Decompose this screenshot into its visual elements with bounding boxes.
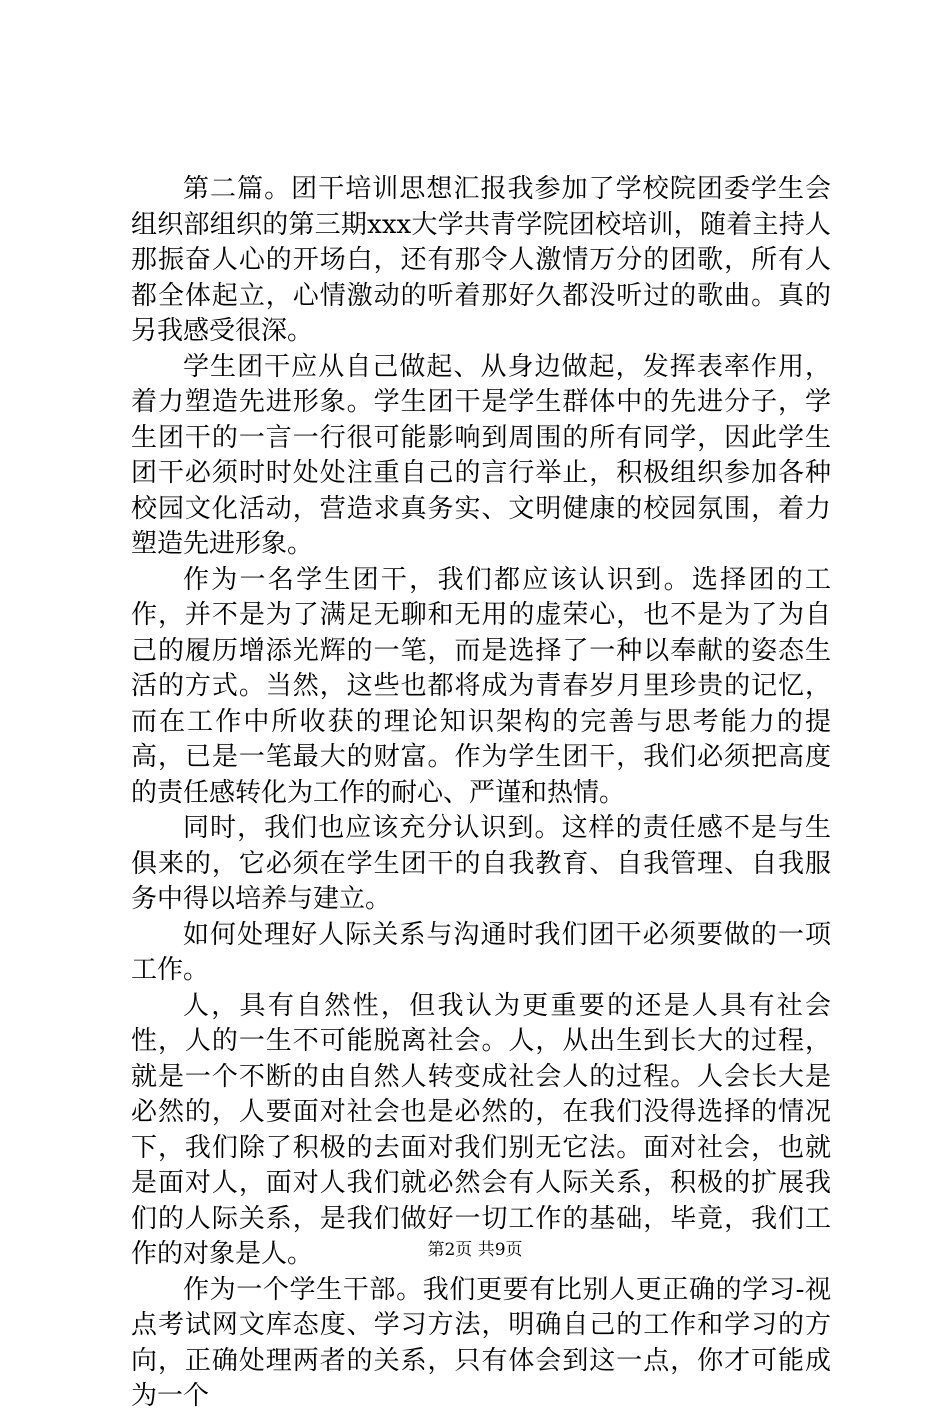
paragraph: 人，具有自然性，但我认为更重要的还是人具有社会性，人的一生不可能脱离社会。人，从出生到长大的过程，就是一个不断的由自然人转变成社会人的过程。人会长大是必然的，人要面对社会也是必然的，在我们没得选择的情况下，我们除了积极的去面对我们别无它法。面对社会，也就是面对人，面对人我们就必然会有人际关系，积极的扩展我们的人际关系，是我们做好一切工作的基础，毕竟，我们工作的对象是人。 (131, 990, 831, 1269)
page-number-footer: 第2页 共9页 (427, 1240, 523, 1260)
paragraph: 学生团干应从自己做起、从身边做起，发挥表率作用，着力塑造先进形象。学生团干是学生群体中的先进分子，学生团干的一言一行很可能影响到周围的所有同学，因此学生团干必须时时处处注重自己的言行举止，积极组织参加各种校园文化活动，营造求真务实、文明健康的校园氛围，着力塑造先进形象。 (131, 351, 831, 559)
paragraph: 如何处理好人际关系与沟通时我们团干必须要做的一项工作。 (131, 919, 831, 985)
paragraph: 作为一名学生团干，我们都应该认识到。选择团的工作，并不是为了满足无聊和无用的虚荣心，也不是为了为自己的履历增添光辉的一笔，而是选择了一种以奉献的姿态生活的方式。当然，这些也都将成为青春岁月里珍贵的记忆，而在工作中所收获的理论知识架构的完善与思考能力的提高，已是一笔最大的财富。作为学生团干，我们必须把高度的责任感转化为工作的耐心、严谨和热情。 (131, 564, 831, 808)
paragraph: 第二篇。团干培训思想汇报我参加了学校院团委学生会组织部组织的第三期xxx大学共青学院团校培训，随着主持人那振奋人心的开场白，还有那令人激情万分的团歌，所有人都全体起立，心情激动的听着那好久都没听过的歌曲。真的另我感受很深。 (131, 174, 831, 346)
paragraph: 作为一个学生干部。我们更要有比别人更正确的学习-视点考试网文库态度、学习方法，明确自己的工作和学习的方向，正确处理两者的关系，只有体会到这一点，你才可能成为一个 (131, 1274, 831, 1411)
paragraph: 同时，我们也应该充分认识到。这样的责任感不是与生俱来的，它必须在学生团干的自我教育、自我管理、自我服务中得以培养与建立。 (131, 813, 831, 914)
document-body (131, 172, 831, 1415)
